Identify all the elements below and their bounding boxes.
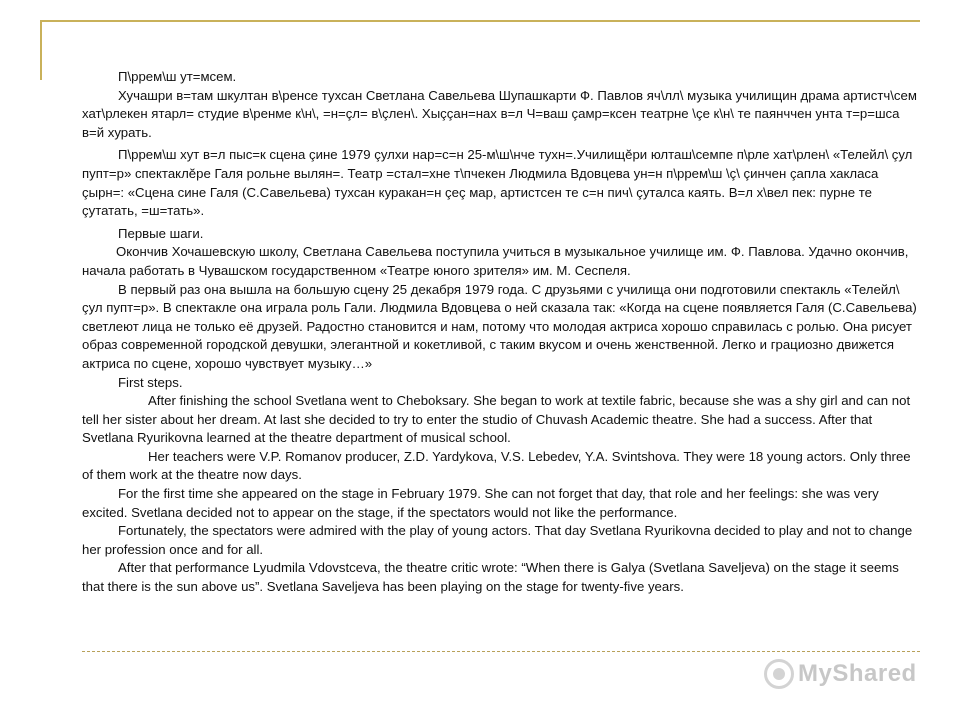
paragraph-english-2: Her teachers were V.P. Romanov producer, Z.D. Yardykova, V.S. Lebedev, Y.A. Svintshova. They were 18 young actors. Only three of them work at the theatre now days. [82,448,911,483]
slide-frame-top-border [40,20,920,22]
paragraph-chuvash-2: П\ррем\ш хут в=л пыс=к сцена çине 1979 çулхи нар=с=н 25-м\ш\нче тухн=.Училищĕри юлташ\семпе п\рле хат\рлен\ «Телейл\ çул пупт=р» спектаклĕре Галя рольне вылян=. Театр =стал=хне т\пчекен Людмила Вдовцева ун=н п\ррем\ш \ç\ çинчен çапла хакласа çырн=: «Сцена сине Галя (С.Савельева) тухсан куракан=н çеç мар, артистсен те с=н пич\ çуталса каять. В=л х\вел пек: пурне те çутатать, =ш=тать». [82,147,913,219]
paragraph-chuvash-1: Хучашри в=там шкултан в\ренсе тухсан Светлана Савельева Шупашкарти Ф. Павлов яч\лл\ музыка училищин драма артистч\сем хат\рлекен ятарл= студие в\ренме к\н\, =н=çл= в\çлен\. Хыççан=нах в=л Ч=ваш çамр=ксен театрне \çе к\н\ те паянччен унта т=р=шса в=й хурать. [82,87,917,140]
paragraph-russian-heading: Первые шаги. [118,225,204,241]
watermark-logo [764,652,917,696]
paragraph-english-4: Fortunately, the spectators were admired with the play of young actors. That day Svetlana Ryurikovna decided to play and not to change her profession once and for all. [82,523,913,557]
watermark-text: MyShared [798,660,917,687]
document-body [82,68,918,597]
myshared-logo-icon [764,659,794,689]
paragraph-english-3: For the first time she appeared on the stage in February 1979. She can not forget that day, that role and her feelings: she was very excited. Svetlana decided not to appear on the stage, if the spectators would not like the performance. [82,486,879,520]
slide-frame-left-border [40,20,42,80]
paragraph-english-heading: First steps. [118,374,183,390]
paragraph-chuvash-heading: П\ррем\ш ут=мсем. [118,69,237,84]
paragraph-russian-2: В первый раз она вышла на большую сцену 25 декабря 1979 года. С друзьями с училища они подготовили спектакль «Телейл\ çул пупт=р». В спектакле она играла роль Гали. Людмила Вдовцева о ней сказала так: «Когда на сцене появляется Галя (С.Савельева) светлеют лица не только её друзей. Радостно становится и нам, потому что молодая актриса хорошо справилась с ролью. Она рисует образ современной городской девушки, элегантной и кокетливой, с таким вкусом и очень женственной. Легко и грациозно движется актриса по сцене, хорошо чувствует музыку…» [82,281,917,371]
paragraph-english-5: After that performance Lyudmila Vdovstceva, the theatre critic wrote: “When there is Galya (Svetlana Saveljeva) on the stage it seems that there is the sun above us”. Svetlana Saveljeva has been playing on the stage for twenty-five years. [82,560,899,595]
paragraph-russian-1: Окончив Хочашевскую школу, Светлана Савельева поступила учиться в музыкальное училище им. Ф. Павлова. Удачно окончив, начала работать в Чувашском государственном «Театре юного зрителя» им. М. Сеспеля. [82,244,909,278]
paragraph-english-1: After finishing the school Svetlana went to Cheboksary. She began to work at textile fabric, because she was a shy girl and can not tell her sister about her dream. At last she decided to try to enter the studio of Chuvash Academic theatre. She had a success. After that Svetlana Ryurikovna learned at the theatre department of musical school. [82,393,911,446]
